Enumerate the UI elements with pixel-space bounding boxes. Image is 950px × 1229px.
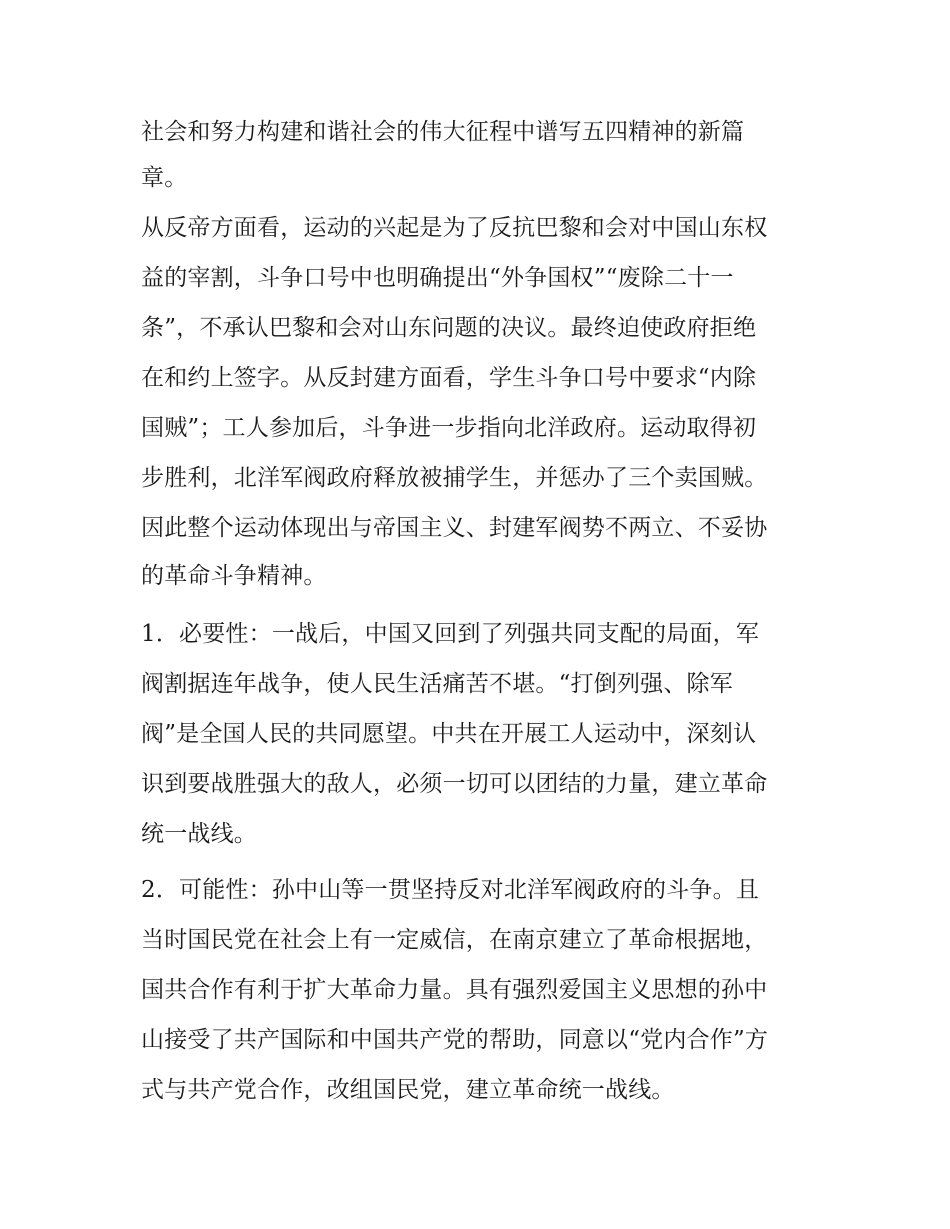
- text-line: 步胜利，北洋军阀政府释放被捕学生，并惩办了三个卖国贼。: [141, 465, 768, 491]
- text-line: 条”，不承认巴黎和会对山东问题的决议。最终迫使政府拒绝: [141, 315, 757, 341]
- text-line: 益的宰割，斗争口号中也明确提出“外争国权”“废除二十一: [141, 265, 734, 291]
- text-line: 阀”是全国人民的共同愿望。中共在开展工人运动中，深刻认: [141, 721, 757, 747]
- text-line: 的革命斗争精神。: [141, 563, 327, 589]
- text-line: 统一战线。: [141, 821, 257, 847]
- text-line: 2．可能性：孙中山等一贯坚持反对北洋军阀政府的斗争。且: [141, 877, 760, 903]
- text-line: 1．必要性：一战后，中国又回到了列强共同支配的局面，军: [141, 621, 760, 647]
- text-line: 山接受了共产国际和中国共产党的帮助，同意以“党内合作”方: [141, 1027, 769, 1053]
- text-line: 国共合作有利于扩大革命力量。具有强烈爱国主义思想的孙中: [141, 977, 768, 1003]
- text-line: 当时国民党在社会上有一定威信，在南京建立了革命根据地，: [141, 927, 768, 953]
- text-line: 因此整个运动体现出与帝国主义、封建军阀势不两立、不妥协: [141, 515, 768, 541]
- text-line: 识到要战胜强大的敌人，必须一切可以团结的力量，建立革命: [141, 771, 768, 797]
- text-line: 阀割据连年战争，使人民生活痛苦不堪。“打倒列强、除军: [141, 671, 733, 697]
- text-line: 国贼”；工人参加后，斗争进一步指向北洋政府。运动取得初: [141, 415, 757, 441]
- text-line: 在和约上签字。从反封建方面看，学生斗争口号中要求“内除: [141, 365, 757, 391]
- text-line: 章。: [141, 165, 188, 191]
- text-line: 从反帝方面看，运动的兴起是为了反抗巴黎和会对中国山东权: [141, 215, 768, 241]
- text-line: 式与共产党合作，改组国民党，建立革命统一战线。: [141, 1077, 675, 1103]
- text-line: 社会和努力构建和谐社会的伟大征程中谱写五四精神的新篇: [141, 119, 745, 145]
